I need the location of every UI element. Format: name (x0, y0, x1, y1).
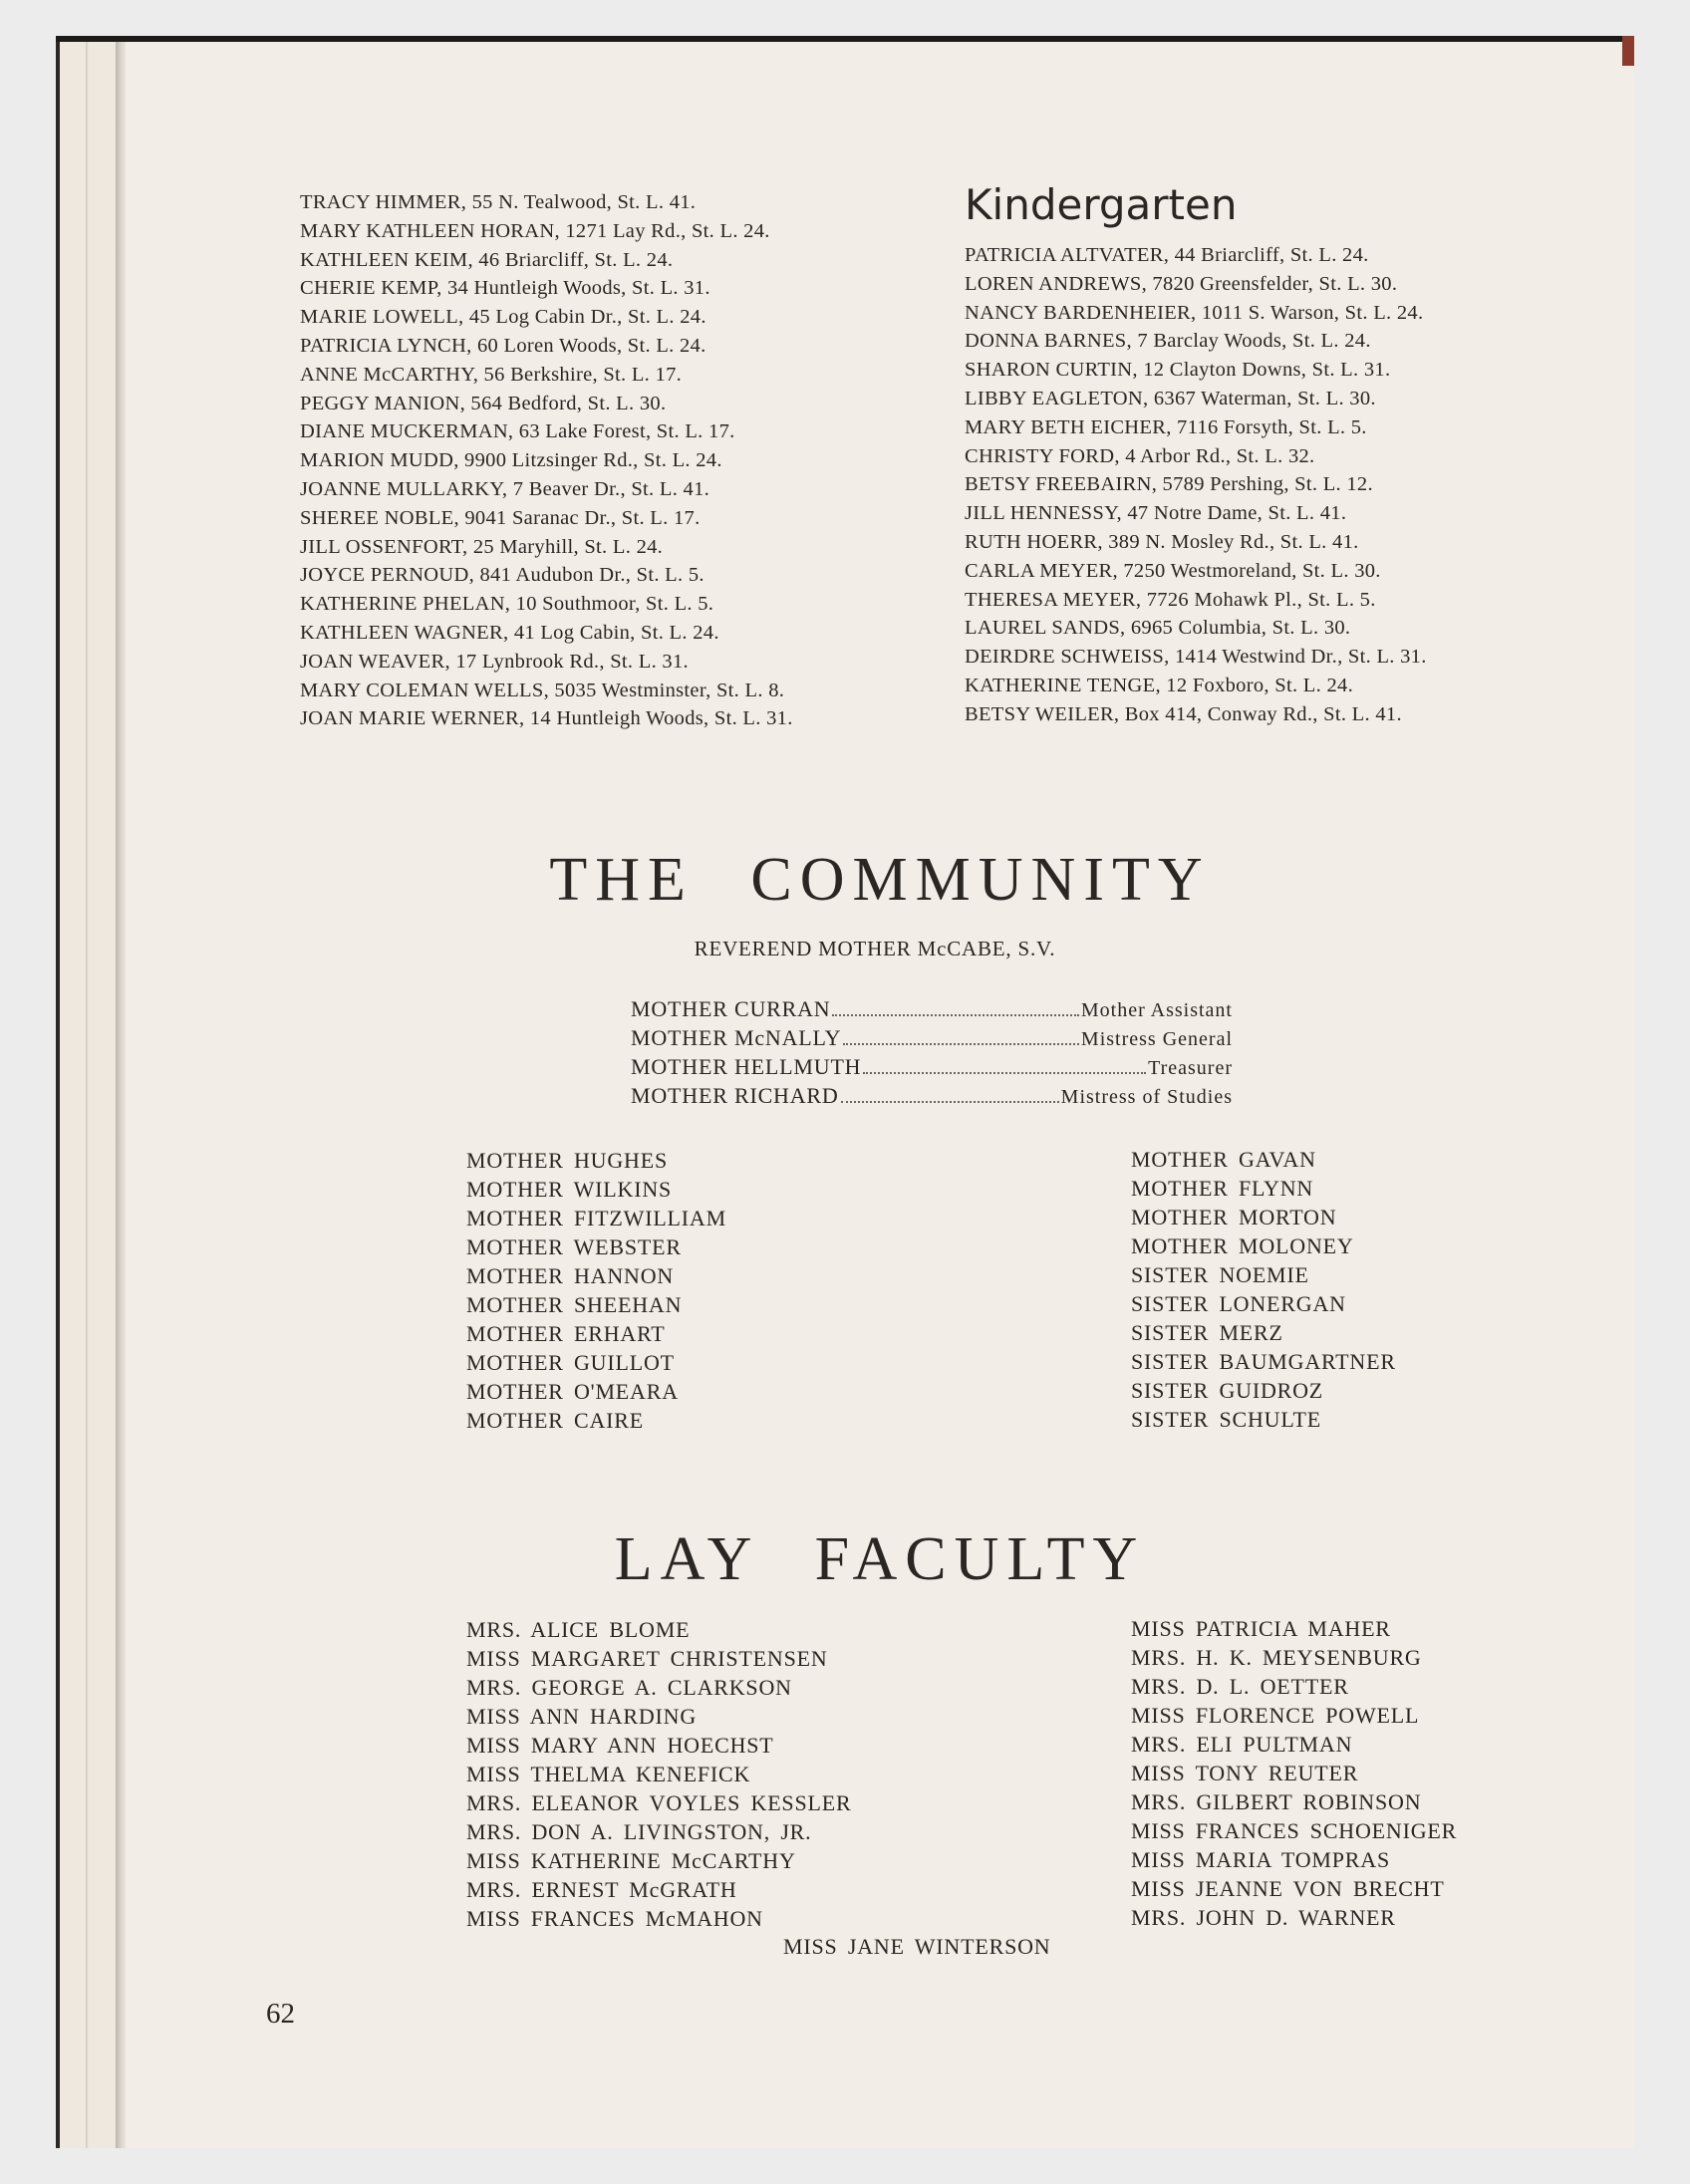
roster-entry: JOYCE PERNOUD, 841 Audubon Dr., St. L. 5. (300, 564, 704, 587)
officer-name: MOTHER HELLMUTH (631, 1054, 862, 1079)
lay-faculty-left-names (466, 1615, 851, 1933)
kindergarten-entry: PATRICIA ALTVATER, 44 Briarcliff, St. L. 24. (965, 244, 1369, 266)
lay-faculty-heading: LAY FACULTY (614, 1525, 1146, 1593)
faculty-member: MISS THELMA KENEFICK (466, 1762, 751, 1786)
faculty-member: MISS MARGARET CHRISTENSEN (466, 1646, 828, 1671)
faculty-member: MISS MARY ANN HOECHST (466, 1733, 774, 1758)
officer-row (631, 1083, 1233, 1112)
officer-name: MOTHER CURRAN (631, 996, 831, 1021)
community-member: MOTHER MORTON (1131, 1205, 1337, 1229)
kindergarten-entry: NANCY BARDENHEIER, 1011 S. Warson, St. L. 24. (965, 301, 1424, 324)
officer-title: Mother Assistant (1080, 999, 1233, 1021)
community-member: MOTHER WEBSTER (466, 1234, 682, 1259)
kindergarten-entry: THERESA MEYER, 7726 Mohawk Pl., St. L. 5. (965, 588, 1376, 611)
faculty-member: MRS. D. L. OETTER (1131, 1674, 1349, 1699)
community-member: SISTER SCHULTE (1131, 1407, 1322, 1432)
kindergarten-roster (965, 241, 1427, 729)
roster-entry: KATHLEEN WAGNER, 41 Log Cabin, St. L. 24. (300, 621, 719, 644)
community-right-names (1131, 1145, 1396, 1434)
faculty-member: MISS ANN HARDING (466, 1704, 698, 1729)
left-roster (300, 188, 793, 733)
roster-entry: MARIE LOWELL, 45 Log Cabin Dr., St. L. 24. (300, 306, 706, 329)
dot-leader (841, 1101, 1059, 1103)
kindergarten-entry: CARLA MEYER, 7250 Westmoreland, St. L. 30. (965, 559, 1381, 582)
community-left-names (466, 1146, 726, 1435)
faculty-member: MRS. GEORGE A. CLARKSON (466, 1675, 792, 1700)
kindergarten-entry: SHARON CURTIN, 12 Clayton Downs, St. L. 31. (965, 359, 1391, 382)
page-number: 62 (266, 1998, 295, 2030)
officer-title: Mistress General (1080, 1028, 1233, 1050)
community-member: SISTER MERZ (1131, 1320, 1283, 1345)
kindergarten-entry: LIBBY EAGLETON, 6367 Waterman, St. L. 30. (965, 387, 1376, 410)
faculty-member: MRS. ALICE BLOME (466, 1617, 691, 1642)
kindergarten-entry: DONNA BARNES, 7 Barclay Woods, St. L. 24. (965, 330, 1371, 353)
faculty-member: MISS TONY REUTER (1131, 1761, 1359, 1785)
book-edge-left (56, 40, 128, 2148)
kindergarten-entry: CHRISTY FORD, 4 Arbor Rd., St. L. 32. (965, 444, 1315, 467)
community-superior: REVEREND MOTHER McCABE, S.V. (694, 937, 1056, 960)
faculty-member: MISS JEANNE VON BRECHT (1131, 1876, 1445, 1901)
officer-row (631, 1025, 1233, 1054)
community-member: MOTHER WILKINS (466, 1177, 673, 1202)
lay-faculty-last-name: MISS JANE WINTERSON (783, 1934, 1051, 1959)
roster-entry: JOAN MARIE WERNER, 14 Huntleigh Woods, St. L. 31. (300, 707, 793, 730)
cover-corner (1622, 36, 1634, 66)
kindergarten-entry: MARY BETH EICHER, 7116 Forsyth, St. L. 5. (965, 415, 1367, 438)
kindergarten-entry: KATHERINE TENGE, 12 Foxboro, St. L. 24. (965, 674, 1353, 696)
officer-title: Treasurer (1148, 1057, 1233, 1079)
roster-entry: ANNE McCARTHY, 56 Berkshire, St. L. 17. (300, 363, 683, 386)
officer-name: MOTHER McNALLY (631, 1025, 842, 1050)
faculty-member: MRS. JOHN D. WARNER (1131, 1905, 1396, 1930)
faculty-member: MISS PATRICIA MAHER (1131, 1616, 1391, 1641)
roster-entry: TRACY HIMMER, 55 N. Tealwood, St. L. 41. (300, 191, 697, 213)
community-member: MOTHER HUGHES (466, 1148, 669, 1173)
roster-entry: MARION MUDD, 9900 Litzsinger Rd., St. L. 24. (300, 449, 722, 472)
scan-edge-top (56, 36, 1634, 42)
faculty-member: MRS. ERNEST McGRATH (466, 1877, 737, 1902)
roster-entry: SHEREE NOBLE, 9041 Saranac Dr., St. L. 17. (300, 506, 701, 529)
roster-entry: JILL OSSENFORT, 25 Maryhill, St. L. 24. (300, 535, 664, 558)
faculty-member: MRS. ELI PULTMAN (1131, 1732, 1353, 1757)
officer-row (631, 996, 1233, 1025)
lay-faculty-right-names (1131, 1614, 1457, 1932)
faculty-member: MRS. H. K. MEYSENBURG (1131, 1645, 1422, 1670)
faculty-member: MISS KATHERINE McCARTHY (466, 1848, 796, 1873)
officer-title: Mistress of Studies (1060, 1086, 1233, 1108)
dot-leader (863, 1072, 1146, 1074)
roster-entry: KATHERINE PHELAN, 10 Southmoor, St. L. 5. (300, 593, 714, 616)
roster-entry: PEGGY MANION, 564 Bedford, St. L. 30. (300, 392, 667, 414)
kindergarten-heading: Kindergarten (965, 180, 1238, 229)
roster-entry: JOANNE MULLARKY, 7 Beaver Dr., St. L. 41. (300, 477, 710, 500)
kindergarten-entry: LAUREL SANDS, 6965 Columbia, St. L. 30. (965, 617, 1351, 640)
community-member: MOTHER SHEEHAN (466, 1292, 683, 1317)
faculty-member: MRS. GILBERT ROBINSON (1131, 1789, 1422, 1814)
community-heading: THE COMMUNITY (549, 846, 1211, 914)
community-member: SISTER GUIDROZ (1131, 1378, 1324, 1403)
faculty-member: MRS. DON A. LIVINGSTON, JR. (466, 1819, 812, 1844)
roster-entry: MARY KATHLEEN HORAN, 1271 Lay Rd., St. L. 24. (300, 219, 770, 242)
faculty-member: MISS FRANCES SCHOENIGER (1131, 1818, 1458, 1843)
kindergarten-entry: DEIRDRE SCHWEISS, 1414 Westwind Dr., St. L. 31. (965, 646, 1427, 669)
roster-entry: KATHLEEN KEIM, 46 Briarcliff, St. L. 24. (300, 248, 674, 271)
community-officers (631, 996, 1233, 1112)
community-member: SISTER NOEMIE (1131, 1262, 1309, 1287)
community-member: MOTHER O'MEARA (466, 1379, 679, 1404)
roster-entry: MARY COLEMAN WELLS, 5035 Westminster, St. L. 8. (300, 679, 785, 701)
kindergarten-entry: JILL HENNESSY, 47 Notre Dame, St. L. 41. (965, 502, 1347, 525)
faculty-member: MISS FRANCES McMAHON (466, 1906, 763, 1931)
faculty-member: MRS. ELEANOR VOYLES KESSLER (466, 1790, 852, 1815)
roster-entry: JOAN WEAVER, 17 Lynbrook Rd., St. L. 31. (300, 650, 689, 673)
dot-leader (843, 1043, 1079, 1045)
dot-leader (832, 1014, 1078, 1016)
kindergarten-entry: RUTH HOERR, 389 N. Mosley Rd., St. L. 41. (965, 530, 1359, 553)
roster-entry: PATRICIA LYNCH, 60 Loren Woods, St. L. 24. (300, 334, 706, 357)
faculty-member: MISS FLORENCE POWELL (1131, 1703, 1420, 1728)
community-member: MOTHER FLYNN (1131, 1176, 1314, 1201)
community-member: MOTHER FITZWILLIAM (466, 1206, 726, 1230)
officer-row (631, 1054, 1233, 1083)
community-member: MOTHER GUILLOT (466, 1350, 675, 1375)
officer-name: MOTHER RICHARD (631, 1083, 839, 1108)
roster-entry: DIANE MUCKERMAN, 63 Lake Forest, St. L. 17. (300, 420, 735, 443)
kindergarten-entry: BETSY FREEBAIRN, 5789 Pershing, St. L. 12. (965, 473, 1373, 496)
community-member: MOTHER GAVAN (1131, 1147, 1316, 1172)
community-member: SISTER BAUMGARTNER (1131, 1349, 1396, 1374)
faculty-member: MISS MARIA TOMPRAS (1131, 1847, 1391, 1872)
community-member: MOTHER MOLONEY (1131, 1233, 1354, 1258)
kindergarten-entry: LOREN ANDREWS, 7820 Greensfelder, St. L. 30. (965, 272, 1398, 295)
community-member: MOTHER HANNON (466, 1263, 675, 1288)
community-member: SISTER LONERGAN (1131, 1291, 1346, 1316)
community-member: MOTHER CAIRE (466, 1408, 644, 1433)
kindergarten-entry: BETSY WEILER, Box 414, Conway Rd., St. L. 41. (965, 702, 1402, 725)
roster-entry: CHERIE KEMP, 34 Huntleigh Woods, St. L. 31. (300, 277, 710, 300)
community-member: MOTHER ERHART (466, 1321, 666, 1346)
